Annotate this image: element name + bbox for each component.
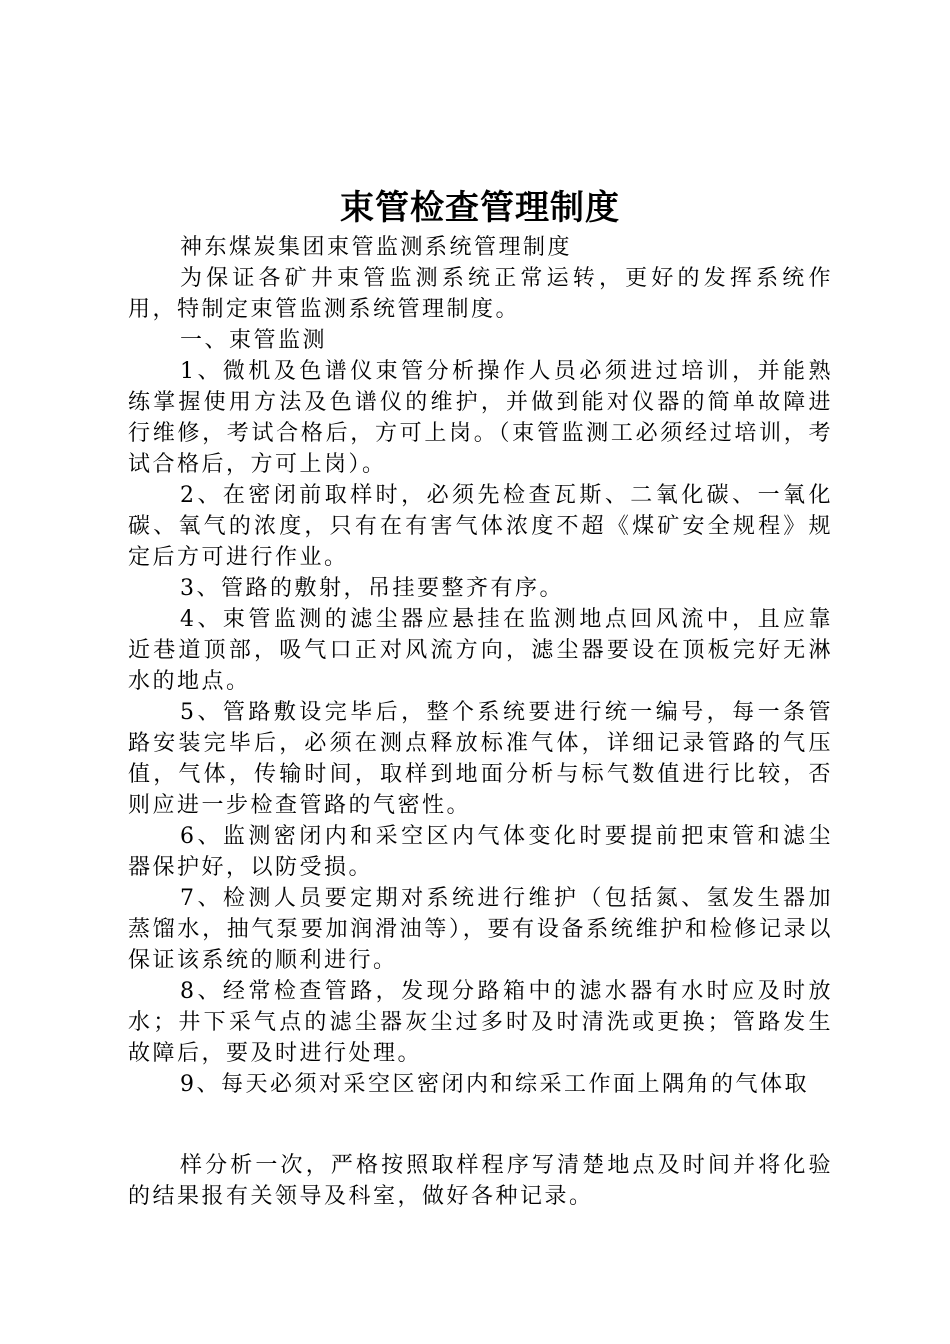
document-body xyxy=(128,232,833,1212)
clause-8-paragraph: 8、经常检查管路，发现分路箱中的滤水器有水时应及时放水；井下采气点的滤尘器灰尘过多时及时清洗或更换；管路发生故障后，要及时进行处理。 xyxy=(128,979,833,1066)
section-heading: 一、束管监测 xyxy=(180,328,328,353)
clause-9-continuation: 样分析一次，严格按照取样程序写清楚地点及时间并将化验的结果报有关领导及科室，做好各种记录。 xyxy=(128,1153,833,1209)
document-title: 束管检查管理制度 xyxy=(340,188,620,228)
clause-1-paragraph: 1、微机及色谱仪束管分析操作人员必须进过培训，并能熟练掌握使用方法及色谱仪的维护，并做到能对仪器的简单故障进行维修，考试合格后，方可上岗。（束管监测工必须经过培训，考试合格后，方可上岗）。 xyxy=(128,359,833,477)
clause-5-paragraph: 5、管路敷设完毕后，整个系统要进行统一编号，每一条管路安装完毕后，必须在测点释放标准气体，详细记录管路的气压值，气体，传输时间，取样到地面分析与标气数值进行比较，否则应进一步检查管路的气密性。 xyxy=(128,700,833,818)
clause-2-paragraph: 2、在密闭前取样时，必须先检查瓦斯、二氧化碳、一氧化碳、氧气的浓度，只有在有害气体浓度不超《煤矿安全规程》规定后方可进行作业。 xyxy=(128,483,833,570)
clause-4-paragraph: 4、束管监测的滤尘器应悬挂在监测地点回风流中，且应靠近巷道顶部，吸气口正对风流方向，滤尘器要设在顶板完好无淋水的地点。 xyxy=(128,607,833,694)
clause-3-paragraph: 3、管路的敷射，吊挂要整齐有序。 xyxy=(180,576,564,601)
clause-6-paragraph: 6、监测密闭内和采空区内气体变化时要提前把束管和滤尘器保护好，以防受损。 xyxy=(128,824,833,880)
clause-9-paragraph: 9、每天必须对采空区密闭内和综采工作面上隅角的气体取 xyxy=(180,1072,809,1097)
subtitle-paragraph: 神东煤炭集团束管监测系统管理制度 xyxy=(180,235,573,260)
clause-7-paragraph: 7、检测人员要定期对系统进行维护（包括氮、氢发生器加蒸馏水，抽气泵要加润滑油等），要有设备系统维护和检修记录以保证该系统的顺利进行。 xyxy=(128,886,833,973)
intro-paragraph: 为保证各矿井束管监测系统正常运转，更好的发挥系统作用，特制定束管监测系统管理制度。 xyxy=(128,266,833,322)
